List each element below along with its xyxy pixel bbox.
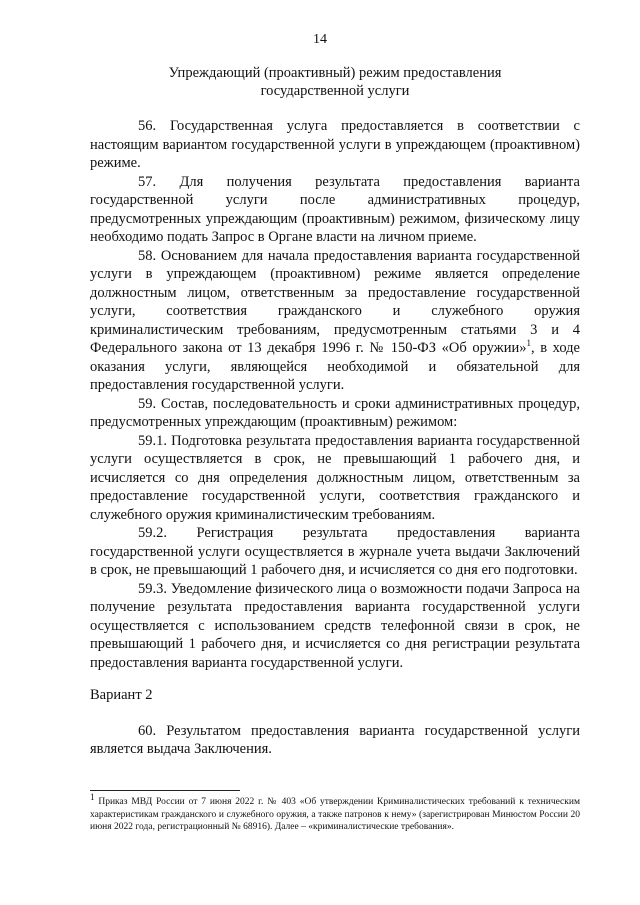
paragraph-58-text-end: , в ходе оказания услуги, являющейся необходимой и обязательной для предоставления государственной услуги.: [90, 340, 580, 393]
section-heading-line-2: государственной услуги: [260, 83, 410, 99]
paragraph-58-text-start: 58. Основанием для начала предоставления варианта государственной услуги в упреждающем (проактивном) режиме является определение должностным лицом, ответственным за предоставление государственной услуги, соответствия гражданского и служебного оружия криминалистическим требованиям, предусмотренным статьями 3 и 4 Федерального закона от 13 декабря 1996 г. № 150-ФЗ «Об оружии»: [90, 247, 580, 356]
paragraph-59-3: 59.3. Уведомление физического лица о возможности подачи Запроса на получение результата предоставления варианта государственной услуги осуществляется с использованием средств телефонной связи в срок, не превышающий 1 рабочего дня, и исчисляется со дня регистрации результата предоставления варианта государственной услуги.: [90, 580, 580, 671]
paragraph-57: 57. Для получения результата предоставления варианта государственной услуги после административных процедур, предусмотренных упреждающим (проактивным) режимом, физическому лицу необходимо подать Запрос в Органе власти на личном приеме.: [90, 173, 580, 245]
document-body: [90, 117, 580, 759]
footnote: [90, 791, 580, 834]
paragraph-56: 56. Государственная услуга предоставляется в соответствии с настоящим вариантом государственной услуги в упреждающем (проактивном) режиме.: [90, 118, 580, 171]
section-heading: [90, 64, 580, 100]
variant-heading: Вариант 2: [90, 687, 153, 703]
paragraph-60: 60. Результатом предоставления варианта государственной услуги является выдача Заключения.: [90, 722, 580, 757]
paragraph-59-2: 59.2. Регистрация результата предоставления варианта государственной услуги осуществляется в журнале учета выдачи Заключений в срок, не превышающий 1 рабочего дня, и исчисляется со дня его подготовки.: [90, 525, 580, 578]
paragraph-59-1: 59.1. Подготовка результата предоставления варианта государственной услуги осуществляется в срок, не превышающий 1 рабочего дня, и исчисляется со дня определения должностным лицом, ответственным за предоставление государственной услуги, соответствия гражданского и служебного оружия криминалистическим требованиям.: [90, 432, 580, 523]
footnote-reference: 1: [526, 338, 531, 349]
paragraph-58: [90, 247, 580, 395]
footnote-text: Приказ МВД России от 7 июня 2022 г. № 403 «Об утверждении Криминалистических требований к техническим характеристикам гражданского и служебного оружия, а также патронов к нему» (зарегистрирован Минюстом России 20 июня 2022 года, регистрационный № 68916). Далее – «криминалистические требования».: [90, 797, 580, 833]
footnote-marker: 1: [90, 791, 95, 802]
paragraph-59: 59. Состав, последовательность и сроки административных процедур, предусмотренных упреждающим (проактивным) режимом:: [90, 395, 580, 430]
section-heading-line-1: Упреждающий (проактивный) режим предоставления: [168, 65, 502, 81]
page-number: 14: [313, 32, 327, 47]
footnote-divider: [90, 790, 240, 791]
